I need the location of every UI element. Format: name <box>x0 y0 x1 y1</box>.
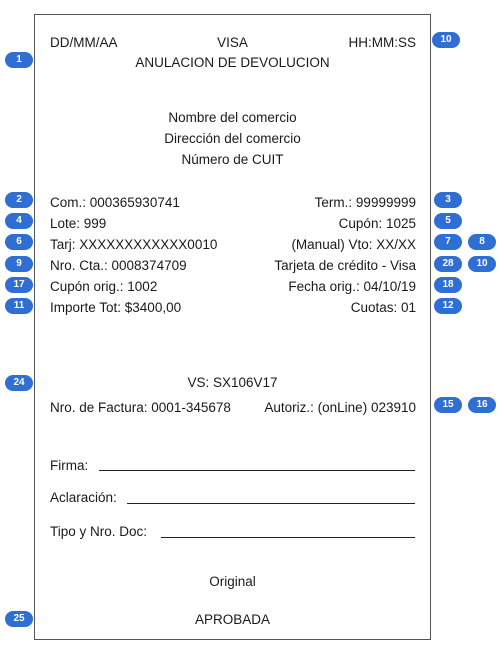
annotation-badge-12: 12 <box>434 298 462 314</box>
annotation-badge-18: 18 <box>434 277 462 293</box>
annotation-badge-17: 17 <box>5 277 33 293</box>
header-date: DD/MM/AA <box>50 35 118 50</box>
footer-copy: Original <box>209 574 256 589</box>
annotation-badge-4: 4 <box>5 213 33 229</box>
receipt-title: ANULACION DE DEVOLUCION <box>135 55 330 70</box>
merchant-cuit: Número de CUIT <box>181 152 284 167</box>
annotation-badge-10: 10 <box>432 32 460 48</box>
annotation-badge-24: 24 <box>5 375 33 391</box>
annotation-badge-10b: 10 <box>468 256 496 272</box>
field-com: Com.: 000365930741 <box>50 195 180 210</box>
field-fecha-orig: Fecha orig.: 04/10/19 <box>288 279 416 294</box>
annotation-badge-7: 7 <box>434 234 462 250</box>
field-lote: Lote: 999 <box>50 216 107 231</box>
field-vs: VS: SX106V17 <box>187 375 278 390</box>
header-brand: VISA <box>217 35 248 50</box>
annotation-badge-16: 16 <box>468 397 496 413</box>
field-cupon-orig: Cupón orig.: 1002 <box>50 279 158 294</box>
signature-firma-label: Firma: <box>50 458 89 473</box>
signature-tipo-doc-label: Tipo y Nro. Doc: <box>50 524 148 539</box>
field-cuotas: Cuotas: 01 <box>350 300 416 315</box>
annotation-badge-2: 2 <box>5 192 33 208</box>
field-tarj: Tarj: XXXXXXXXXXXX0010 <box>50 237 218 252</box>
signature-tipo-doc-line <box>161 537 415 538</box>
field-card-type: Tarjeta de crédito - Visa <box>274 258 416 273</box>
annotation-badge-11: 11 <box>5 298 33 314</box>
footer-status: APROBADA <box>194 612 271 627</box>
field-cupon: Cupón: 1025 <box>338 216 416 231</box>
annotation-badge-15: 15 <box>434 397 462 413</box>
signature-firma-line <box>99 470 415 471</box>
header-time: HH:MM:SS <box>348 35 416 50</box>
annotation-badge-6: 6 <box>5 234 33 250</box>
merchant-name: Nombre del comercio <box>168 110 297 125</box>
annotation-badge-1: 1 <box>5 52 33 68</box>
field-term: Term.: 99999999 <box>314 195 416 210</box>
receipt <box>34 14 431 640</box>
field-autoriz: Autoriz.: (onLine) 023910 <box>264 400 416 415</box>
field-factura: Nro. de Factura: 0001-345678 <box>50 400 231 415</box>
annotation-badge-5: 5 <box>434 213 462 229</box>
annotation-badge-25: 25 <box>5 611 33 627</box>
signature-aclaracion-label: Aclaración: <box>50 490 117 505</box>
annotation-badge-8: 8 <box>468 234 496 250</box>
annotation-badge-9: 9 <box>5 256 33 272</box>
field-importe: Importe Tot: $3400,00 <box>50 300 182 315</box>
field-cta: Nro. Cta.: 0008374709 <box>50 258 187 273</box>
signature-aclaracion-line <box>127 503 415 504</box>
annotation-badge-3: 3 <box>434 192 462 208</box>
annotation-badge-28: 28 <box>434 256 462 272</box>
field-vto: (Manual) Vto: XX/XX <box>291 237 416 252</box>
merchant-address: Dirección del comercio <box>164 131 301 146</box>
